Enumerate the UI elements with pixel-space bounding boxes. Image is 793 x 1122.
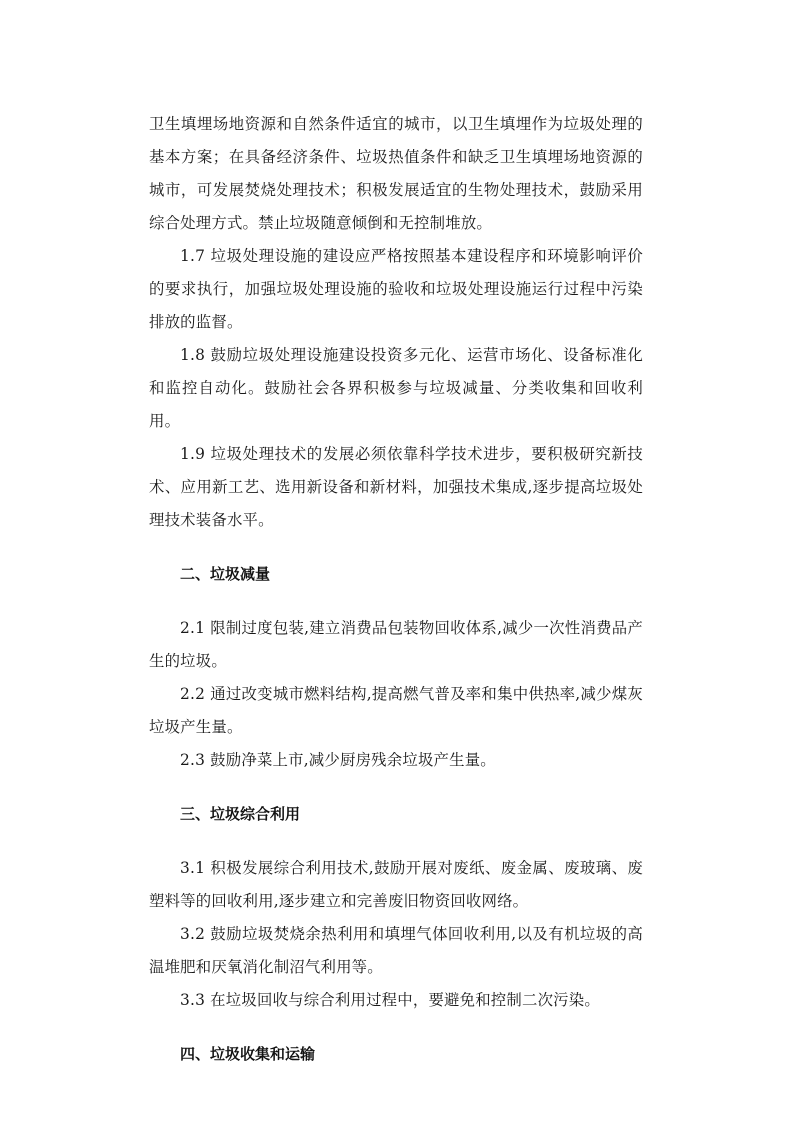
spacer [149, 591, 643, 612]
clause-text: 垃圾处理技术的发展必须依靠科学技术进步，要积极研究新技术、应用新工艺、选用新设备和新材料，加强技术集成,逐步提高垃圾处理技术装备水平。 [149, 445, 644, 529]
clause-number: 2.3 [180, 751, 206, 769]
clause-text: 积极发展综合利用技术,鼓励开展对废纸、废金属、废玻璃、废塑料等的回收利用,逐步建立和完善废旧物资回收网络。 [149, 859, 644, 910]
clause-text: 鼓励净菜上市,减少厨房残余垃圾产生量。 [210, 751, 496, 769]
clause-number: 3.1 [180, 859, 206, 877]
clause-1-9 [149, 438, 643, 537]
clause-2-3 [149, 744, 643, 777]
intro-paragraph: 卫生填埋场地资源和自然条件适宜的城市，以卫生填埋作为垃圾处理的基本方案；在具备经济条件、垃圾热值条件和缺乏卫生填埋场地资源的城市，可发展焚烧处理技术；积极发展适宜的生物处理技术，鼓励采用综合处理方式。禁止垃圾随意倾倒和无控制堆放。 [149, 115, 643, 232]
clause-text: 限制过度包装,建立消费品包装物回收体系,减少一次性消费品产生的垃圾。 [149, 619, 643, 670]
clause-2-1 [149, 612, 643, 678]
clause-number: 3.2 [180, 925, 206, 943]
clause-text: 鼓励垃圾处理设施建设投资多元化、运营市场化、设备标准化和监控自动化。鼓励社会各界积极参与垃圾减量、分类收集和回收利用。 [149, 346, 644, 430]
clause-number: 1.8 [180, 346, 206, 364]
clause-1-8 [149, 339, 643, 438]
document-body [149, 108, 643, 1071]
clause-text: 鼓励垃圾焚烧余热利用和填埋气体回收利用,以及有机垃圾的高温堆肥和厌氧消化制沼气利用等。 [149, 925, 644, 976]
clause-number: 2.2 [180, 685, 206, 703]
spacer [149, 777, 643, 798]
spacer [149, 537, 643, 558]
clause-number: 1.7 [180, 247, 206, 265]
clause-2-2 [149, 678, 643, 744]
clause-text: 在垃圾回收与综合利用过程中，要避免和控制二次污染。 [210, 991, 600, 1009]
spacer [149, 1017, 643, 1038]
clause-3-2 [149, 918, 643, 984]
clause-number: 2.1 [180, 619, 206, 637]
clause-text: 垃圾处理设施的建设应严格按照基本建设程序和环境影响评价的要求执行，加强垃圾处理设施的验收和垃圾处理设施运行过程中污染排放的监督。 [149, 247, 644, 331]
clause-3-3 [149, 984, 643, 1017]
section-heading-comprehensive-utilization: 三、垃圾综合利用 [180, 805, 301, 823]
section-heading-waste-reduction: 二、垃圾减量 [180, 565, 271, 583]
spacer [149, 831, 643, 852]
clause-text: 通过改变城市燃料结构,提高燃气普及率和集中供热率,减少煤灰垃圾产生量。 [149, 685, 643, 736]
section-heading-collection-transport: 四、垃圾收集和运输 [180, 1045, 316, 1063]
clause-number: 3.3 [180, 991, 206, 1009]
clause-1-7 [149, 240, 643, 339]
clause-3-1 [149, 852, 643, 918]
clause-number: 1.9 [180, 445, 206, 463]
